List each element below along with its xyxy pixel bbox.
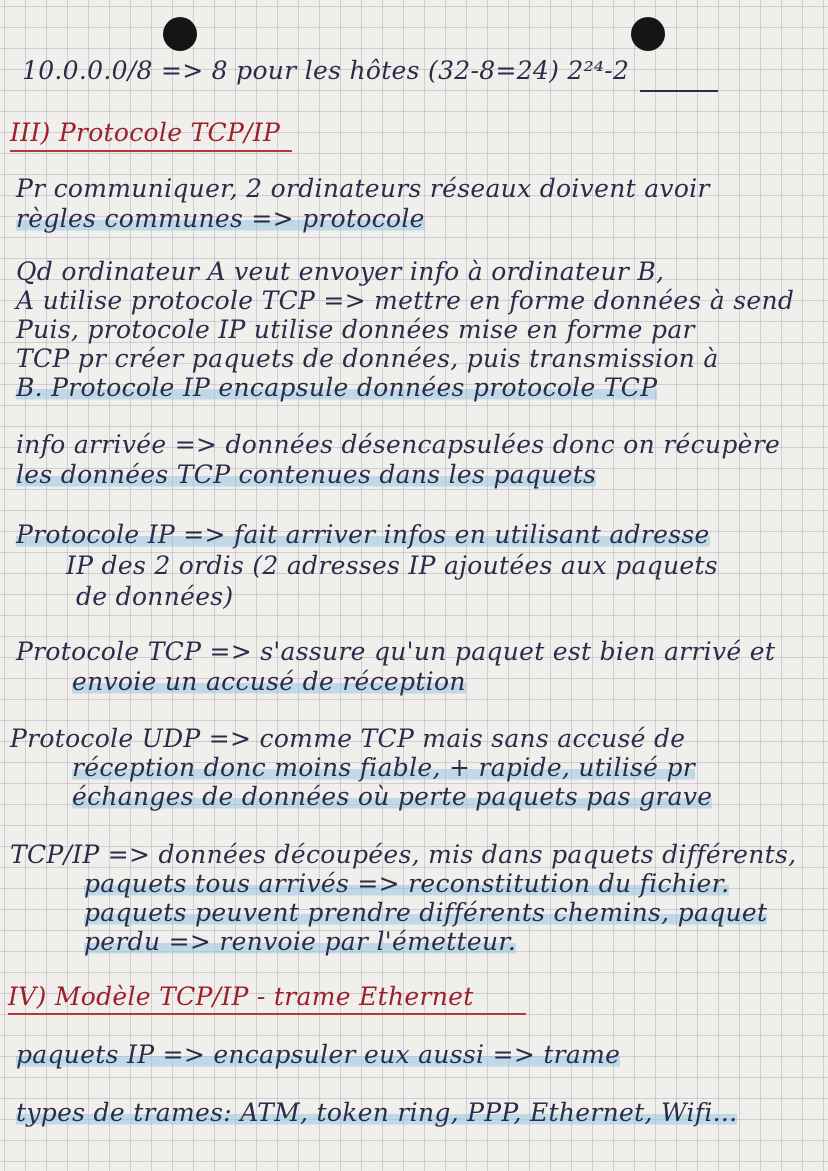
text-line: IP des 2 ordis (2 adresses IP ajoutées aux paquets bbox=[66, 551, 718, 580]
heading-4-underline bbox=[8, 1013, 526, 1015]
heading-3-underline bbox=[10, 150, 292, 152]
binder-hole-left bbox=[163, 17, 197, 51]
text-line: de données) bbox=[76, 582, 234, 611]
section-heading-4: IV) Modèle TCP/IP - trame Ethernet bbox=[8, 982, 474, 1011]
text-line: Pr communiquer, 2 ordinateurs réseaux doivent avoir bbox=[16, 174, 710, 203]
text-line: TCP pr créer paquets de données, puis transmission à bbox=[16, 344, 719, 373]
text-line: Protocole TCP => s'assure qu'un paquet est bien arrivé et bbox=[16, 637, 776, 666]
text-line: TCP/IP => données découpées, mis dans paquets différents, bbox=[10, 840, 797, 869]
text-line: A utilise protocole TCP => mettre en forme données à send bbox=[16, 286, 795, 315]
text-line: les données TCP contenues dans les paquets bbox=[16, 460, 597, 489]
text-line: envoie un accusé de réception bbox=[72, 667, 466, 696]
text-line: Protocole IP => fait arriver infos en utilisant adresse bbox=[16, 520, 710, 549]
text-line: réception donc moins fiable, + rapide, utilisé pr bbox=[72, 753, 696, 782]
subnet-line: 10.0.0.0/8 => 8 pour les hôtes (32-8=24) 2²⁴-2 bbox=[22, 56, 630, 85]
text-line: info arrivée => données désencapsulées donc on récupère bbox=[16, 430, 781, 459]
text-line: paquets IP => encapsuler eux aussi => trame bbox=[16, 1040, 621, 1069]
text-line: Protocole UDP => comme TCP mais sans accusé de bbox=[10, 724, 686, 753]
binder-hole-right bbox=[631, 17, 665, 51]
text-line: perdu => renvoie par l'émetteur. bbox=[84, 927, 517, 956]
text-line: échanges de données où perte paquets pas grave bbox=[72, 782, 713, 811]
section-heading-3: III) Protocole TCP/IP bbox=[10, 118, 281, 147]
result-underline bbox=[640, 90, 718, 92]
text-line: B. Protocole IP encapsule données protocole TCP bbox=[16, 373, 658, 402]
text-line: paquets tous arrivés => reconstitution du fichier. bbox=[84, 869, 730, 898]
text-line: paquets peuvent prendre différents chemins, paquet bbox=[84, 898, 768, 927]
text-line: règles communes => protocole bbox=[16, 204, 425, 233]
text-line: types de trames: ATM, token ring, PPP, Ethernet, Wifi... bbox=[16, 1098, 738, 1127]
text-line: Puis, protocole IP utilise données mise en forme par bbox=[16, 315, 695, 344]
text-line: Qd ordinateur A veut envoyer info à ordinateur B, bbox=[16, 257, 665, 286]
